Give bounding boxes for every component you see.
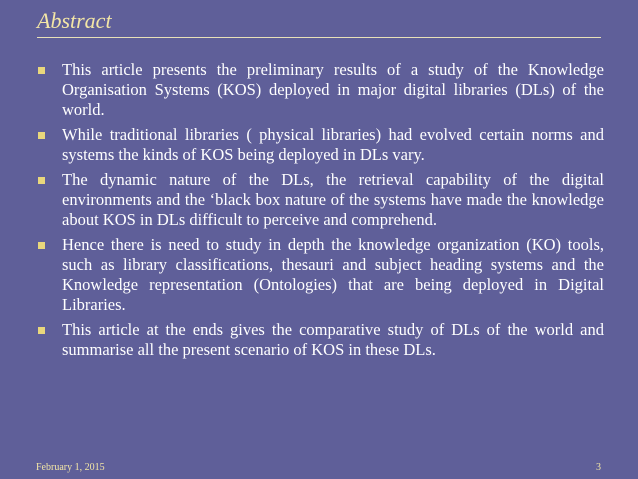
bullet-item xyxy=(36,235,604,315)
square-bullet-icon xyxy=(38,327,45,334)
page-number: 3 xyxy=(596,462,601,473)
bullet-item xyxy=(36,170,604,230)
bullet-text: The dynamic nature of the DLs, the retrieval capability of the digital environments and the ‘black box nature of the systems have made the knowledge about KOS in DLs difficult to perceive and comprehend. xyxy=(62,170,604,229)
square-bullet-icon xyxy=(38,177,45,184)
footer-date: February 1, 2015 xyxy=(36,462,105,473)
bullet-list xyxy=(36,60,604,365)
bullet-text: Hence there is need to study in depth the knowledge organization (KO) tools, such as library classifications, thesauri and subject heading systems and the Knowledge representation (Ontologies) that are being deployed in Digital Libraries. xyxy=(62,235,604,314)
slide-title: Abstract xyxy=(37,8,112,33)
square-bullet-icon xyxy=(38,242,45,249)
bullet-text: This article presents the preliminary results of a study of the Knowledge Organisation Systems (KOS) deployed in major digital libraries (DLs) of the world. xyxy=(62,60,604,119)
title-divider xyxy=(37,37,601,38)
bullet-item xyxy=(36,60,604,120)
square-bullet-icon xyxy=(38,132,45,139)
bullet-item xyxy=(36,125,604,165)
bullet-text: This article at the ends gives the comparative study of DLs of the world and summarise all the present scenario of KOS in these DLs. xyxy=(62,320,604,359)
bullet-item xyxy=(36,320,604,360)
square-bullet-icon xyxy=(38,67,45,74)
bullet-text: While traditional libraries ( physical libraries) had evolved certain norms and systems the kinds of KOS being deployed in DLs vary. xyxy=(62,125,604,164)
